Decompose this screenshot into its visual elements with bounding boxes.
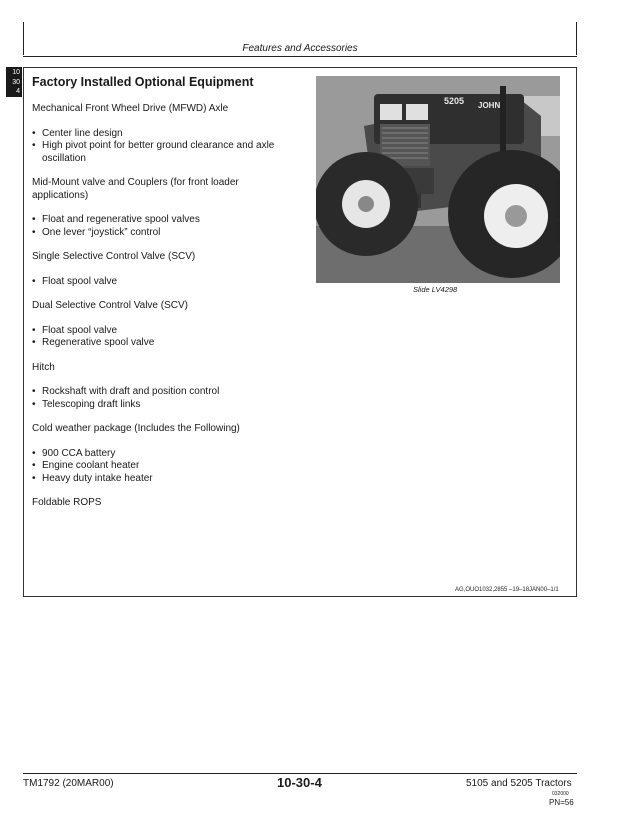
bullet-item: • Rockshaft with draft and position control (32, 386, 292, 399)
bullet-item: • Center line design (32, 128, 292, 141)
footer-divider (23, 773, 577, 774)
section-title: Factory Installed Optional Equipment (32, 75, 254, 89)
section-tab (6, 67, 22, 97)
footer-product: 5105 and 5205 Tractors (466, 778, 572, 789)
bullet-list (32, 448, 292, 486)
group-heading: Dual Selective Control Valve (SCV) (32, 300, 188, 311)
bullet-list (32, 128, 292, 166)
bullet-item: • Heavy duty intake heater (32, 473, 292, 486)
footer-page-number: 10-30-4 (277, 775, 322, 790)
equipment-list (32, 103, 292, 522)
footer-manual-id: TM1792 (20MAR00) (23, 778, 114, 789)
group-heading: Hitch (32, 361, 55, 373)
group-heading: Mid-Mount valve and Couplers (for front loader applications) (32, 177, 239, 201)
group-heading: Mechanical Front Wheel Drive (MFWD) Axle (32, 103, 229, 114)
group-heading: Foldable ROPS (32, 497, 102, 508)
tab-line-2: 30 (12, 78, 20, 86)
bullet-list (32, 386, 292, 411)
tab-line-3: 4 (16, 88, 20, 95)
page-header-title: Features and Accessories (242, 43, 358, 54)
photo-caption: Slide LV4298 (413, 285, 458, 294)
bullet-item: • 900 CCA battery (32, 448, 292, 461)
tractor-illustration (316, 76, 560, 283)
bullet-list (32, 276, 292, 289)
hood-label: 5205 (444, 96, 465, 106)
group-heading: Cold weather package (Includes the Following) (32, 423, 240, 434)
bullet-list (32, 325, 292, 350)
bullet-item: • One lever “joystick” control (32, 227, 292, 240)
bullet-item: • Float spool valve (32, 325, 292, 338)
reference-code: AG,OUO1032,2855 –19–18JAN00–1/1 (455, 587, 559, 593)
bullet-item: • High pivot point for better ground clearance and axle oscillation (32, 140, 292, 165)
footer-date: 032000 (552, 791, 569, 797)
bullet-list (32, 214, 292, 239)
footer-pn: PN=56 (549, 798, 574, 807)
bullet-item: • Telescoping draft links (32, 399, 292, 412)
bullet-item: • Float spool valve (32, 276, 292, 289)
tab-line-1: 10 (12, 69, 20, 76)
brand-label: JOHN (478, 101, 501, 110)
bullet-item: • Float and regenerative spool valves (32, 214, 292, 227)
header-divider (23, 56, 577, 57)
group-heading: Single Selective Control Valve (SCV) (32, 251, 196, 262)
photo-code: LV4298 –UN–21SEP99 (556, 180, 562, 243)
bullet-item: • Engine coolant heater (32, 460, 292, 473)
tractor-photo (316, 76, 560, 283)
bullet-item: • Regenerative spool valve (32, 337, 292, 350)
